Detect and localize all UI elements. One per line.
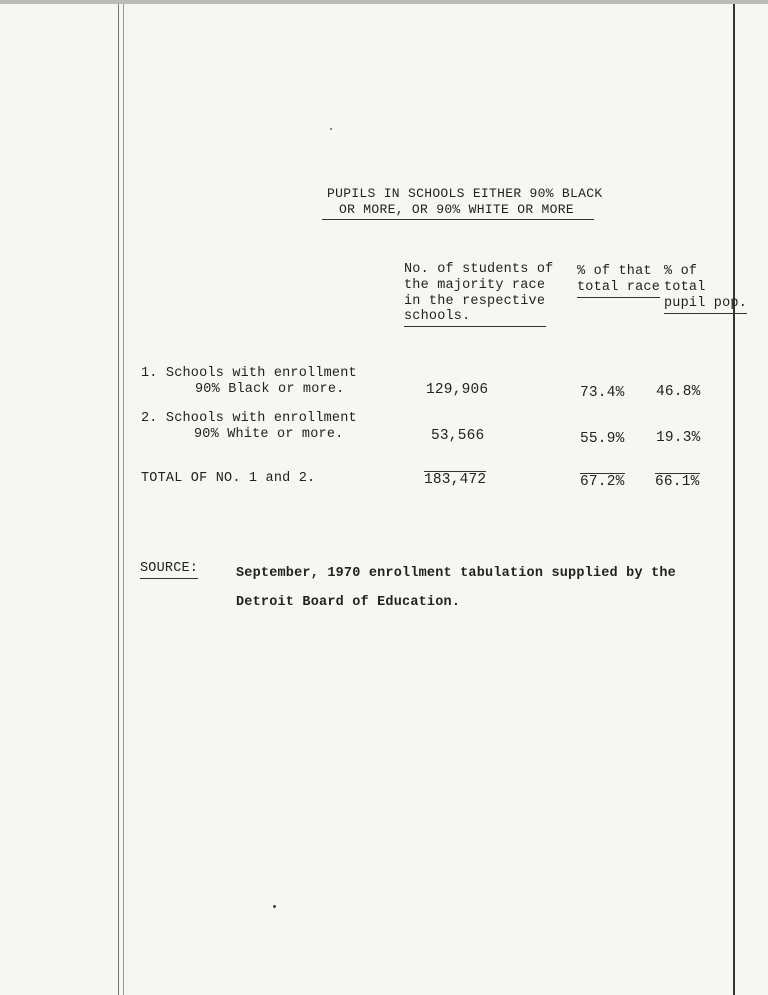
left-margin-line: [118, 0, 119, 995]
left-margin-line-2: [123, 0, 124, 995]
speck: [273, 905, 276, 908]
row1-pct-race: 73.4%: [580, 385, 625, 401]
header-students-3: in the respective: [404, 294, 546, 309]
header-students-2: the majority race: [404, 278, 546, 293]
title-line-1: PUPILS IN SCHOOLS EITHER 90% BLACK: [327, 186, 603, 201]
right-margin-line: [733, 0, 735, 995]
row2-pct-total: 19.3%: [656, 430, 701, 446]
row1-label-2: 90% Black or more.: [195, 382, 345, 397]
total-pct-race: 67.2%: [580, 474, 625, 490]
row1-label-1: 1. Schools with enrollment: [141, 366, 357, 381]
header-students-1: No. of students of: [404, 262, 554, 277]
source-label: SOURCE:: [140, 561, 198, 579]
row2-students: 53,566: [431, 428, 485, 444]
title-line-2: OR MORE, OR 90% WHITE OR MORE: [322, 202, 594, 220]
source-line-1: September, 1970 enrollment tabulation supplied by the: [236, 566, 676, 581]
source-line-2: Detroit Board of Education.: [236, 595, 461, 610]
row2-label-1: 2. Schools with enrollment: [141, 411, 357, 426]
row1-students: 129,906: [426, 382, 489, 398]
header-pct-total-1: % of: [664, 264, 698, 279]
total-pct-total: 66.1%: [655, 474, 700, 490]
header-pct-total-2: total: [664, 280, 706, 295]
speck: [330, 128, 332, 130]
row2-label-2: 90% White or more.: [194, 427, 344, 442]
header-pct-total-3: pupil pop.: [664, 296, 747, 314]
header-pct-race-1: % of that: [577, 264, 652, 279]
header-students-4: schools.: [404, 309, 546, 327]
row1-pct-total: 46.8%: [656, 384, 701, 400]
total-students: 183,472: [424, 472, 487, 488]
header-pct-race-2: total race: [577, 280, 660, 298]
total-label: TOTAL OF NO. 1 and 2.: [141, 471, 316, 486]
row2-pct-race: 55.9%: [580, 431, 625, 447]
top-edge: [0, 0, 768, 4]
